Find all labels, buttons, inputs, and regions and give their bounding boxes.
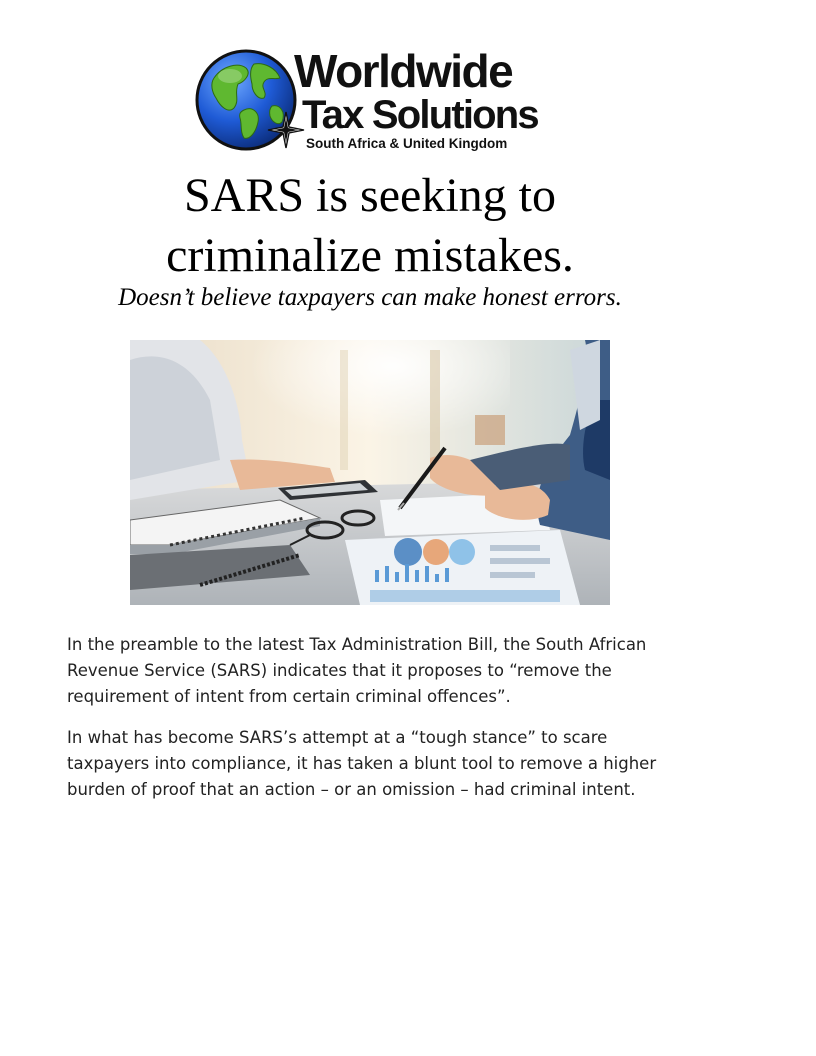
company-logo: [194, 44, 554, 156]
logo-line-worldwide: Worldwide: [294, 45, 513, 97]
logo-line-regions: South Africa & United Kingdom: [306, 136, 508, 151]
compass-rose-icon: [266, 110, 306, 150]
paragraph-2: [67, 725, 677, 803]
headline-line-2: criminalize mistakes.: [166, 229, 574, 282]
headline-line-1: SARS is seeking to: [183, 169, 557, 222]
business-meeting-photo: [130, 340, 610, 605]
subheadline: Doesn’t believe taxpayers can make honest errors.: [118, 284, 622, 311]
logo-line-tax-solutions: Tax Solutions: [302, 93, 538, 137]
paragraph-1-text: In the preamble to the latest Tax Administration Bill, the South African Revenue Service (SARS) indicates that it proposes to “remove the requirement of intent from certain criminal offences”.: [67, 635, 647, 706]
paragraph-1: [67, 632, 677, 710]
paragraph-2-text: In what has become SARS’s attempt at a “tough stance” to scare taxpayers into compliance, it has taken a blunt tool to remove a higher burden of proof that an action – or an omission – had criminal intent.: [67, 728, 657, 799]
